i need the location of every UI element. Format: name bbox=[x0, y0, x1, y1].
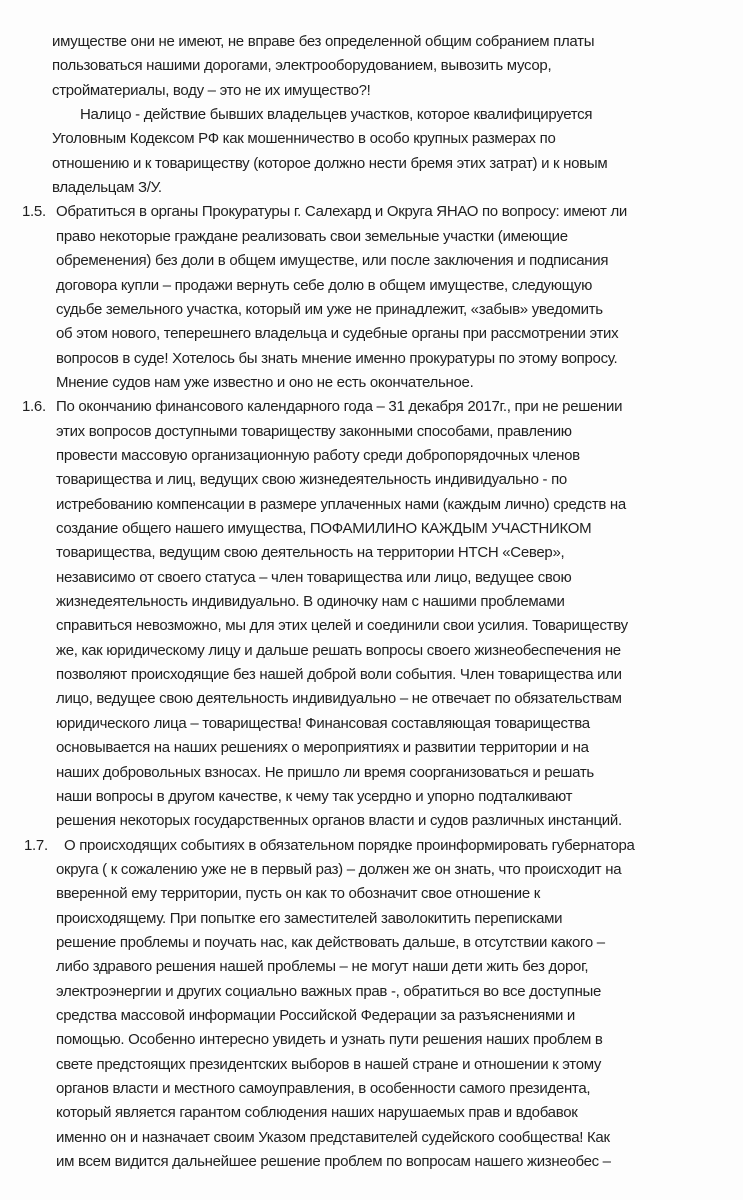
item-line: судьбе земельного участка, который им уже не принадлежит, «забыв» уведомить bbox=[56, 300, 603, 318]
item-line: именно он и назначает своим Указом представителей судейского сообщества! Как bbox=[56, 1128, 610, 1146]
item-number: 1.5. bbox=[22, 203, 46, 221]
item-line: справиться невозможно, мы для этих целей и соединили свои усилия. Товариществу bbox=[56, 617, 628, 635]
item-line: лицо, ведущее свою деятельность индивидуально – не отвечает по обязательствам bbox=[56, 690, 622, 708]
item-line: вверенной ему территории, пусть он как то обозначит свое отношение к bbox=[56, 885, 540, 903]
item-line: свете предстоящих президентских выборов в нашей стране и отношении к этому bbox=[56, 1055, 602, 1073]
item-line: же, как юридическому лицу и дальше решать вопросы своего жизнеобеспечения не bbox=[56, 641, 621, 659]
item-line: органов власти и местного самоуправления, в особенности самого президента, bbox=[56, 1080, 591, 1098]
item-line: создание общего нашего имущества, ПОФАМИЛИНО КАЖДЫМ УЧАСТНИКОМ bbox=[56, 520, 592, 537]
item-line: об этом нового, теперешнего владельца и судебные органы при рассмотрении этих bbox=[56, 325, 619, 343]
item-line: либо здравого решения нашей проблемы – не могут наши дети жить без дорог, bbox=[56, 958, 589, 976]
intro-line: стройматериалы, воду – это не их имущество?! bbox=[52, 81, 371, 99]
item-line: Обратиться в органы Прокуратуры г. Салехард и Округа ЯНАО по вопросу: имеют ли bbox=[56, 203, 628, 221]
intro-line: имуществе они не имеют, не вправе без определенной общим собранием платы bbox=[52, 33, 595, 50]
item-number: 1.7. bbox=[24, 836, 48, 854]
item-line: вопросов в суде! Хотелось бы знать мнение именно прокуратуры по этому вопросу. bbox=[56, 349, 618, 367]
item-line: обременения) без доли в общем имуществе, или после заключения и подписания bbox=[56, 252, 609, 270]
item-line: этих вопросов доступными товариществу законными способами, правлению bbox=[56, 422, 572, 440]
item-number: 1.6. bbox=[22, 398, 46, 416]
item-line: право некоторые граждане реализовать свои земельные участки (имеющие bbox=[56, 227, 568, 245]
item-line: О происходящих событиях в обязательном порядке проинформировать губернатора bbox=[64, 836, 635, 854]
item-line: товарищества и лиц, ведущих свою жизнедеятельность индивидуально - по bbox=[56, 471, 567, 489]
item-line: им всем видится дальнейшее решение проблем по вопросам нашего жизнеобес – bbox=[56, 1153, 611, 1171]
item-line: товарищества, ведущим свою деятельность на территории НТСН «Север», bbox=[56, 544, 565, 562]
paragraph-line: Уголовным Кодексом РФ как мошенничество в особо крупных размерах по bbox=[52, 130, 556, 148]
item-line: основывается на наших решениях о мероприятиях и развитии территории и на bbox=[56, 739, 589, 757]
intro-line: пользоваться нашими дорогами, электрооборудованием, вывозить мусор, bbox=[52, 57, 552, 75]
paragraph-line: Налицо - действие бывших владельцев участков, которое квалифицируется bbox=[80, 106, 593, 124]
item-line: наши вопросы в другом качестве, к чему так усердно и упорно подталкивают bbox=[56, 787, 573, 805]
item-line: независимо от своего статуса – член товарищества или лицо, ведущее свою bbox=[56, 568, 572, 586]
item-line: округа ( к сожалению уже не в первый раз) – должен же он знать, что происходит на bbox=[56, 860, 622, 878]
paragraph-line: владельцам З/У. bbox=[52, 179, 162, 197]
paragraph-line: отношению и к товариществу (которое должно нести бремя этих затрат) и к новым bbox=[52, 154, 608, 172]
item-line: По окончанию финансового календарного года – 31 декабря 2017г., при не решении bbox=[56, 398, 623, 416]
item-line: который является гарантом соблюдения наших нарушаемых прав и вдобавок bbox=[56, 1104, 578, 1122]
item-line: происходящему. При попытке его заместителей заволокитить переписками bbox=[56, 909, 563, 927]
item-line: наших добровольных взносах. Не пришло ли время соорганизоваться и решать bbox=[56, 763, 594, 781]
item-line: решения некоторых государственных органов власти и судов различных инстанций. bbox=[56, 812, 622, 830]
item-line: провести массовую организационную работу среди добропорядочных членов bbox=[56, 446, 580, 464]
item-line: Мнение судов нам уже известно и оно не есть окончательное. bbox=[56, 373, 474, 391]
item-line: решение проблемы и поучать нас, как действовать дальше, в отсутствии какого – bbox=[56, 933, 605, 951]
item-line: истребованию компенсации в размере уплаченных нами (каждым лично) средств на bbox=[56, 495, 626, 513]
item-line: юридического лица – товарищества! Финансовая составляющая товарищества bbox=[56, 714, 590, 732]
item-line: позволяют происходящие без нашей доброй воли события. Член товарищества или bbox=[56, 666, 622, 684]
item-line: электроэнергии и других социально важных прав -, обратиться во все доступные bbox=[56, 982, 602, 1000]
item-line: помощью. Особенно интересно увидеть и узнать пути решения наших проблем в bbox=[56, 1031, 603, 1049]
item-line: договора купли – продажи вернуть себе долю в общем имуществе, следующую bbox=[56, 276, 593, 294]
item-line: жизнедеятельность индивидуально. В одиночку нам с нашими проблемами bbox=[56, 593, 565, 611]
item-line: средства массовой информации Российской Федерации за разъяснениями и bbox=[56, 1007, 575, 1024]
